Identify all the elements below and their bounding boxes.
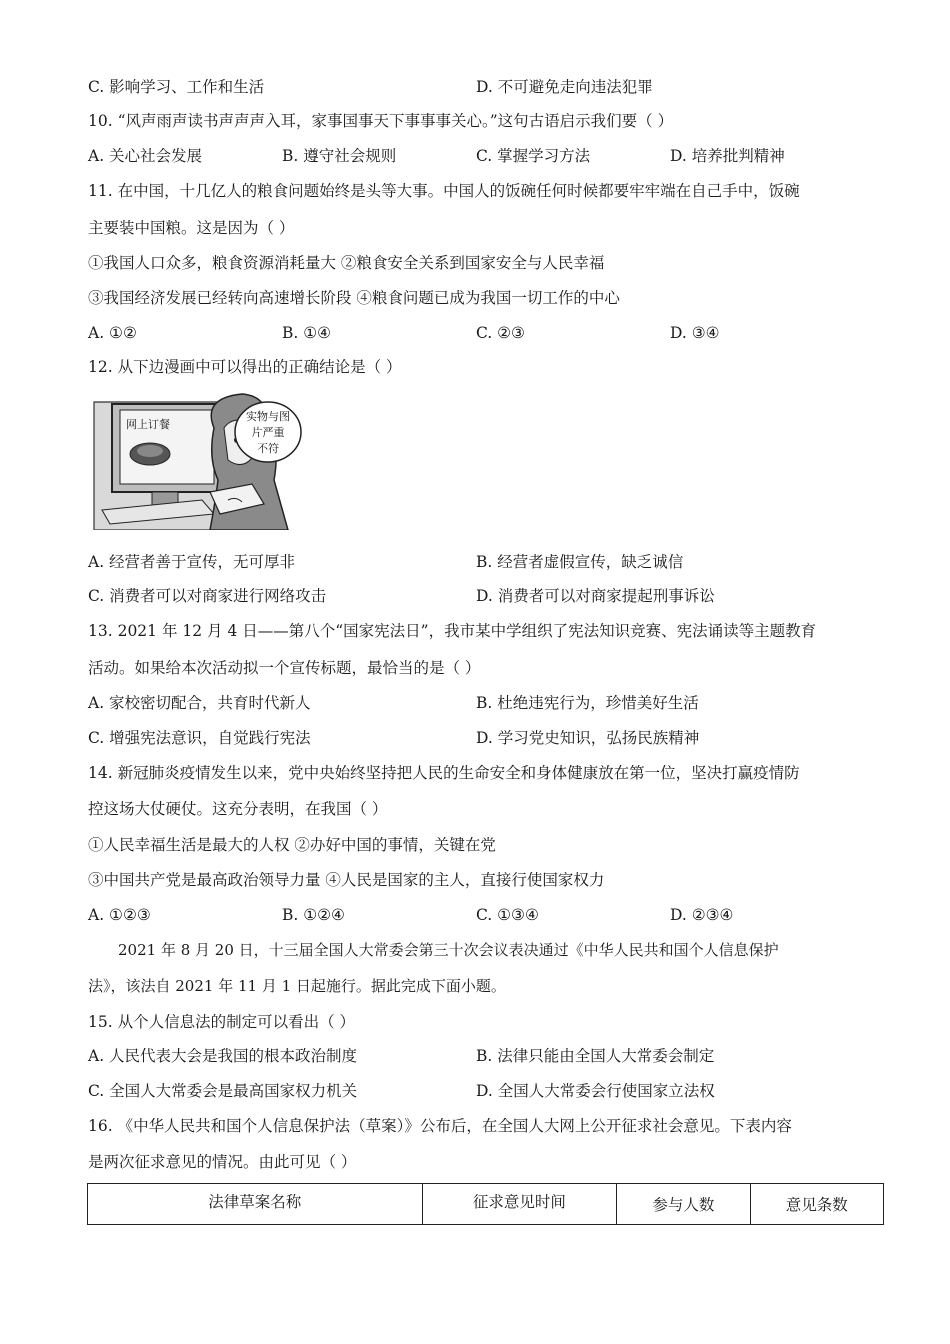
- q15-option-d: D. 全国人大常委会行使国家立法权: [476, 1082, 715, 1100]
- q11-option-b: B. ①④: [282, 324, 332, 342]
- consultation-table: [87, 1183, 884, 1225]
- q13-option-b: B. 杜绝违宪行为，珍惜美好生活: [476, 694, 699, 712]
- q12-stem: 12. 从下边漫画中可以得出的正确结论是（ ）: [88, 358, 402, 376]
- q10-option-c: C. 掌握学习方法: [476, 147, 591, 165]
- q11-item-line1: ①我国人口众多，粮食资源消耗量大 ②粮食安全关系到国家安全与人民幸福: [88, 254, 605, 272]
- q9-option-c: C. 影响学习、工作和生活: [88, 78, 265, 96]
- q10-option-d: D. 培养批判精神: [670, 147, 785, 165]
- q16-stem-line2: 是两次征求意见的情况。由此可见（ ）: [88, 1153, 357, 1171]
- q11-option-a: A. ①②: [88, 324, 137, 342]
- q11-stem-line2: 主要装中国粮。这是因为（ ）: [88, 219, 295, 237]
- q14-option-b: B. ①②④: [282, 906, 345, 924]
- q14-stem-line1: 14. 新冠肺炎疫情发生以来，党中央始终坚持把人民的生命安全和身体健康放在第一位，坚决打赢疫情防: [88, 764, 800, 782]
- bubble-line-2: 片严重: [251, 426, 285, 439]
- screen-text: 网上订餐: [126, 418, 170, 431]
- online-order-comic: [92, 388, 302, 530]
- q12-option-a: A. 经营者善于宣传，无可厚非: [88, 553, 296, 571]
- table-header-cell: 参与人数: [617, 1184, 750, 1225]
- q14-option-c: C. ①③④: [476, 906, 539, 924]
- q12-option-c: C. 消费者可以对商家进行网络攻击: [88, 587, 327, 605]
- q14-option-a: A. ①②③: [88, 906, 151, 924]
- q9-option-d: D. 不可避免走向违法犯罪: [476, 78, 653, 96]
- table-header-row: [88, 1184, 884, 1225]
- q16-stem-line1: 16. 《中华人民共和国个人信息保护法（草案）》公布后，在全国人大网上公开征求社会意见。下表内容: [88, 1117, 792, 1135]
- intro-line2: 法》，该法自 2021 年 11 月 1 日起施行。据此完成下面小题。: [88, 977, 506, 995]
- q10-stem: 10. “风声雨声读书声声声入耳，家事国事天下事事事关心。”这句古语启示我们要（ ）: [88, 112, 674, 130]
- q13-option-d: D. 学习党史知识，弘扬民族精神: [476, 729, 700, 747]
- q15-stem: 15. 从个人信息法的制定可以看出（ ）: [88, 1013, 356, 1031]
- q12-option-d: D. 消费者可以对商家提起刑事诉讼: [476, 587, 715, 605]
- table-header-cell: 法律草案名称: [88, 1184, 423, 1225]
- q15-option-b: B. 法律只能由全国人大常委会制定: [476, 1047, 715, 1065]
- q10-option-b: B. 遵守社会规则: [282, 147, 397, 165]
- table-header-cell: 意见条数: [750, 1184, 883, 1225]
- q11-item-line2: ③我国经济发展已经转向高速增长阶段 ④粮食问题已成为我国一切工作的中心: [88, 289, 620, 307]
- q13-stem-line2: 活动。如果给本次活动拟一个宣传标题，最恰当的是（ ）: [88, 659, 481, 677]
- q14-stem-line2: 控这场大仗硬仗。这充分表明，在我国（ ）: [88, 800, 388, 818]
- q11-stem-line1: 11. 在中国，十几亿人的粮食问题始终是头等大事。中国人的饭碗任何时候都要牢牢端在自己手中，饭碗: [88, 182, 800, 200]
- table-header-cell: 征求意见时间: [422, 1184, 617, 1225]
- q14-item-line1: ①人民幸福生活是最大的人权 ②办好中国的事情，关键在党: [88, 836, 496, 854]
- intro-line1: 2021 年 8 月 20 日，十三届全国人大常委会第三十次会议表决通过《中华人民共和国个人信息保护: [118, 941, 779, 959]
- q13-stem-line1: 13. 2021 年 12 月 4 日——第八个“国家宪法日”，我市某中学组织了宪法知识竞赛、宪法诵读等主题教育: [88, 622, 817, 640]
- q12-option-b: B. 经营者虚假宣传，缺乏诚信: [476, 553, 684, 571]
- q13-option-c: C. 增强宪法意识，自觉践行宪法: [88, 729, 311, 747]
- q15-option-c: C. 全国人大常委会是最高国家权力机关: [88, 1082, 358, 1100]
- q14-item-line2: ③中国共产党是最高政治领导力量 ④人民是国家的主人，直接行使国家权力: [88, 871, 605, 889]
- q15-option-a: A. 人民代表大会是我国的根本政治制度: [88, 1047, 358, 1065]
- bubble-line-1: 实物与图: [246, 410, 290, 423]
- bubble-line-3: 不符: [257, 442, 279, 455]
- q13-option-a: A. 家校密切配合，共育时代新人: [88, 694, 311, 712]
- q11-option-c: C. ②③: [476, 324, 525, 342]
- q11-option-d: D. ③④: [670, 324, 720, 342]
- q14-option-d: D. ②③④: [670, 906, 734, 924]
- q10-option-a: A. 关心社会发展: [88, 147, 203, 165]
